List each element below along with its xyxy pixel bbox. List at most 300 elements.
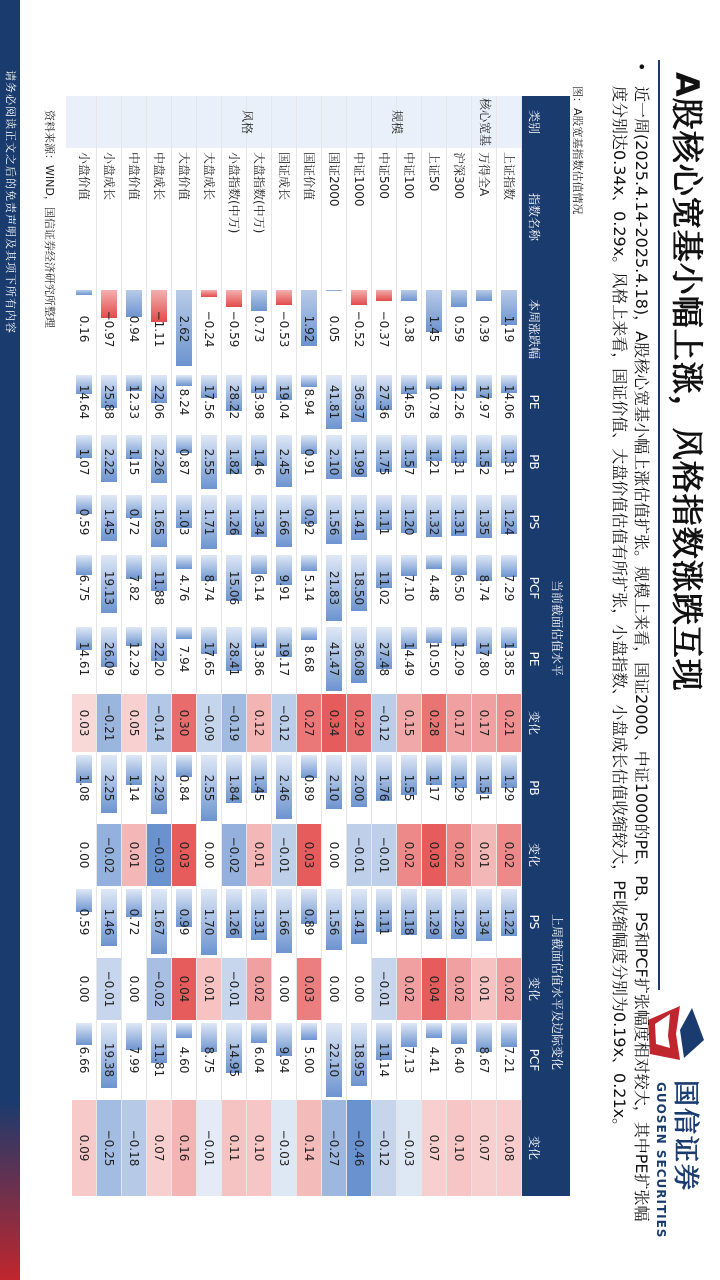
cell-text: 1.31 <box>452 448 466 476</box>
cell-pe <box>372 372 396 432</box>
value-bar <box>501 1023 517 1047</box>
cell-text: 1.19 <box>502 315 516 343</box>
cell-dpb <box>372 824 396 886</box>
cell-dpe <box>397 694 421 752</box>
cell-pb <box>197 432 221 492</box>
cell-text: 14.49 <box>402 641 416 677</box>
cell-lpb <box>397 752 421 824</box>
cell-text: 26.09 <box>102 641 116 677</box>
cell-pcf <box>197 552 221 624</box>
cell-dpb <box>272 824 296 886</box>
cell-lpb <box>447 752 471 824</box>
cell-text: 0.72 <box>127 908 141 936</box>
column-header: 变化 <box>527 1135 541 1160</box>
cell-text: 0.16 <box>77 315 91 343</box>
cell-pe <box>447 372 471 432</box>
cell-text: 1.29 <box>427 908 441 936</box>
cell-text: −0.52 <box>352 310 366 348</box>
logo-text-en: GUOSEN SECURITIES <box>654 1082 668 1239</box>
cell-pe <box>297 372 321 432</box>
value-bar <box>501 555 517 577</box>
cell-text: 14.61 <box>77 641 91 677</box>
change-bar <box>276 290 292 305</box>
cell-dpe <box>372 694 396 752</box>
cell-dpcf <box>122 1100 146 1196</box>
column-header: PS <box>527 514 541 530</box>
cell-dps <box>97 958 121 1020</box>
valuation-table <box>64 96 570 1196</box>
cell-chg <box>472 286 496 372</box>
column-header: 变化 <box>527 842 541 867</box>
cell-text: −0.03 <box>277 1129 291 1167</box>
cell-dpcf <box>247 1100 271 1196</box>
cell-text: 4.41 <box>427 1046 441 1074</box>
cell-dpcf <box>472 1100 496 1196</box>
cell-dps <box>497 958 521 1020</box>
cell-dpcf <box>272 1100 296 1196</box>
cell-text: −0.24 <box>202 310 216 348</box>
cell-lpe <box>247 624 271 694</box>
cell-pb <box>497 432 521 492</box>
cell-lpcf <box>272 1020 296 1100</box>
cell-text: −1.11 <box>152 310 166 348</box>
cell-dpcf <box>147 1100 171 1196</box>
cell-text: 41.81 <box>327 384 341 420</box>
cell-text: 7.10 <box>402 574 416 602</box>
value-bar <box>301 627 317 640</box>
column-header: 指数名称 <box>527 192 541 241</box>
cell-text: 大盘价值 <box>177 152 191 201</box>
cell-dpe <box>172 694 196 752</box>
cell-pcf <box>272 552 296 624</box>
cell-text: 2.55 <box>202 774 216 802</box>
cell-text: 0.08 <box>502 1134 516 1162</box>
cell-text: 1.66 <box>277 908 291 936</box>
cell-text: −0.27 <box>327 1129 341 1167</box>
cell-lps <box>72 886 96 958</box>
cell-name <box>272 148 296 290</box>
cell-text: 1.57 <box>402 448 416 476</box>
cell-text: −0.53 <box>277 310 291 348</box>
cell-dps <box>197 958 221 1020</box>
value-bar <box>426 1023 442 1038</box>
cell-name <box>197 148 221 290</box>
category-label: 规模 <box>390 109 404 134</box>
bullet-dot: • <box>632 62 651 72</box>
cell-dpcf <box>297 1100 321 1196</box>
cell-name <box>97 148 121 290</box>
column-headers <box>522 96 546 1196</box>
cell-text: 1.45 <box>252 774 266 802</box>
cell-text: 13.86 <box>252 641 266 677</box>
cell-pb <box>72 432 96 492</box>
cell-pcf <box>72 552 96 624</box>
cell-lpe <box>372 624 396 694</box>
cell-text: 6.04 <box>252 1046 266 1074</box>
cell-text: 36.08 <box>352 641 366 677</box>
cell-text: 8.75 <box>202 1046 216 1074</box>
cell-text: 0.91 <box>302 448 316 476</box>
cell-text: 1.65 <box>152 508 166 536</box>
cell-lpe <box>322 624 346 694</box>
cell-text: 0.00 <box>327 841 341 869</box>
cell-text: 19.38 <box>102 1042 116 1078</box>
cell-lpcf <box>97 1020 121 1100</box>
cell-ps <box>447 492 471 552</box>
cell-text: 27.36 <box>377 384 391 420</box>
cell-pe <box>222 372 246 432</box>
cell-chg <box>422 286 446 372</box>
cell-pb <box>347 432 371 492</box>
title-divider <box>658 60 660 990</box>
cell-lpb <box>122 752 146 824</box>
cell-text: 8.68 <box>302 645 316 673</box>
cell-lps <box>447 886 471 958</box>
cell-text: 0.10 <box>252 1134 266 1162</box>
value-bar <box>76 555 92 575</box>
cell-chg <box>447 286 471 372</box>
cell-text: 2.29 <box>152 774 166 802</box>
cell-text: 7.29 <box>502 574 516 602</box>
cell-dps <box>347 958 371 1020</box>
cell-name <box>222 148 246 290</box>
cell-lpb <box>72 752 96 824</box>
cell-text: −0.14 <box>152 704 166 742</box>
table-row <box>122 96 147 1196</box>
cell-text: 1.84 <box>227 774 241 802</box>
cell-lps <box>347 886 371 958</box>
cell-pe <box>197 372 221 432</box>
cell-text: 0.17 <box>452 709 466 737</box>
cell-dps <box>447 958 471 1020</box>
cell-text: 中盘成长 <box>152 152 166 201</box>
cell-lpe <box>147 624 171 694</box>
cell-pb <box>272 432 296 492</box>
change-bar <box>476 290 492 301</box>
cell-chg <box>297 286 321 372</box>
cell-dpcf <box>97 1100 121 1196</box>
cell-pe <box>322 372 346 432</box>
cell-lpb <box>197 752 221 824</box>
cell-pb <box>122 432 146 492</box>
cell-dps <box>372 958 396 1020</box>
cell-text: 1.92 <box>302 315 316 343</box>
cell-text: 0.00 <box>77 975 91 1003</box>
cell-text: 0.02 <box>402 975 416 1003</box>
cell-text: 11.81 <box>152 1042 166 1078</box>
cell-lps <box>247 886 271 958</box>
cell-lps <box>322 886 346 958</box>
cell-dpe <box>497 694 521 752</box>
cell-dpe <box>347 694 371 752</box>
cell-text: 0.01 <box>477 975 491 1003</box>
column-header: 变化 <box>527 976 541 1001</box>
cell-lpcf <box>197 1020 221 1100</box>
cell-pb <box>247 432 271 492</box>
cell-lps <box>272 886 296 958</box>
value-bar <box>126 1023 142 1050</box>
table-row <box>272 96 297 1196</box>
cell-name <box>347 148 371 290</box>
cell-pcf <box>372 552 396 624</box>
cell-lpe <box>472 624 496 694</box>
cell-dpb <box>497 824 521 886</box>
cell-lpe <box>347 624 371 694</box>
cell-text: 18.50 <box>352 570 366 606</box>
cell-ps <box>97 492 121 552</box>
cell-text: −0.18 <box>127 1129 141 1167</box>
cell-text: 1.55 <box>402 774 416 802</box>
cell-pb <box>97 432 121 492</box>
cell-pcf <box>447 552 471 624</box>
cell-text: 0.00 <box>127 975 141 1003</box>
table-row <box>397 96 422 1196</box>
cell-text: 1.26 <box>227 508 241 536</box>
cell-ps <box>297 492 321 552</box>
cell-lpe <box>422 624 446 694</box>
cell-pe <box>97 372 121 432</box>
cell-text: 6.40 <box>452 1046 466 1074</box>
cell-text: 0.73 <box>252 315 266 343</box>
value-bar <box>451 555 467 575</box>
cell-name <box>497 148 521 290</box>
cell-text: 0.04 <box>177 975 191 1003</box>
value-bar <box>251 1023 267 1043</box>
cell-text: 1.51 <box>477 774 491 802</box>
cell-text: −0.01 <box>227 970 241 1008</box>
cell-pcf <box>97 552 121 624</box>
cell-text: 2.46 <box>277 774 291 802</box>
cell-text: 0.00 <box>77 841 91 869</box>
cell-text: 21.83 <box>327 570 341 606</box>
table-row <box>497 96 522 1196</box>
table-row <box>247 96 272 1196</box>
cell-text: 1.71 <box>202 508 216 536</box>
cell-dpb <box>397 824 421 886</box>
cell-text: −0.12 <box>277 704 291 742</box>
cell-text: 12.09 <box>452 641 466 677</box>
value-bar <box>301 375 317 387</box>
cell-chg <box>222 286 246 372</box>
cell-lpcf <box>147 1020 171 1100</box>
cell-text: 1.20 <box>402 508 416 536</box>
cell-name <box>297 148 321 290</box>
cell-text: −0.12 <box>377 1129 391 1167</box>
cell-pe <box>172 372 196 432</box>
cell-text: 19.17 <box>277 641 291 677</box>
cell-dpb <box>322 824 346 886</box>
cell-text: 1.03 <box>177 508 191 536</box>
column-header: PE <box>527 394 541 410</box>
cell-text: 5.14 <box>302 574 316 602</box>
cell-name <box>122 148 146 290</box>
cell-text: 0.02 <box>502 975 516 1003</box>
cell-text: 28.22 <box>227 384 241 420</box>
cell-text: 1.29 <box>502 774 516 802</box>
cell-text: 小盘指数(中万) <box>227 152 241 234</box>
cell-text: 0.16 <box>177 1134 191 1162</box>
cell-name <box>147 148 171 290</box>
cell-text: 27.48 <box>377 641 391 677</box>
cell-chg <box>122 286 146 372</box>
cell-text: 0.12 <box>252 709 266 737</box>
cell-text: 0.05 <box>327 315 341 343</box>
header-group-change: 上周截面估值水平及边际变化 <box>550 913 564 1070</box>
cell-text: 0.00 <box>327 975 341 1003</box>
cell-dpcf <box>372 1100 396 1196</box>
table-row <box>72 96 97 1196</box>
cell-text: −0.03 <box>152 836 166 874</box>
cell-text: 0.02 <box>452 841 466 869</box>
cell-text: 8.67 <box>477 1046 491 1074</box>
cell-text: 2.10 <box>327 774 341 802</box>
column-header: PS <box>527 914 541 930</box>
cell-text: −0.01 <box>102 970 116 1008</box>
cell-text: 1.29 <box>452 908 466 936</box>
table-row <box>97 96 122 1196</box>
cell-chg <box>72 286 96 372</box>
change-bar <box>401 290 417 301</box>
cell-name <box>372 148 396 290</box>
cell-text: 12.26 <box>452 384 466 420</box>
cell-lpcf <box>347 1020 371 1100</box>
cell-text: 1.22 <box>502 908 516 936</box>
cell-dpb <box>422 824 446 886</box>
cell-text: 8.74 <box>477 574 491 602</box>
cell-dpcf <box>322 1100 346 1196</box>
cell-text: 1.14 <box>127 774 141 802</box>
cell-text: 1.17 <box>427 774 441 802</box>
column-header: 变化 <box>527 710 541 735</box>
cell-lpb <box>472 752 496 824</box>
table-row <box>472 96 497 1196</box>
cell-text: 0.01 <box>202 975 216 1003</box>
cell-lpcf <box>397 1020 421 1100</box>
cell-text: 1.56 <box>327 908 341 936</box>
cell-lps <box>197 886 221 958</box>
cell-text: 14.65 <box>402 384 416 420</box>
cell-text: 1.75 <box>377 448 391 476</box>
cell-text: 大盘指数(中万) <box>252 152 266 234</box>
cell-text: 上证指数 <box>502 152 516 201</box>
cell-text: 0.10 <box>452 1134 466 1162</box>
cell-text: 1.46 <box>102 908 116 936</box>
cell-dpb <box>347 824 371 886</box>
cell-pe <box>397 372 421 432</box>
cell-text: 9.94 <box>277 1046 291 1074</box>
cell-dpcf <box>172 1100 196 1196</box>
cell-pcf <box>397 552 421 624</box>
cell-lpb <box>322 752 346 824</box>
cell-text: 国证价值 <box>302 152 316 201</box>
table-row <box>422 96 447 1196</box>
cell-ps <box>397 492 421 552</box>
cell-text: 0.59 <box>77 908 91 936</box>
cell-name <box>472 148 496 290</box>
cell-pcf <box>347 552 371 624</box>
cell-lpe <box>197 624 221 694</box>
cell-text: 7.94 <box>177 645 191 673</box>
value-bar <box>401 555 417 576</box>
change-bar <box>451 290 467 307</box>
value-bar <box>251 555 267 574</box>
cell-name <box>172 148 196 290</box>
cell-dps <box>247 958 271 1020</box>
cell-text: 0.21 <box>502 709 516 737</box>
table-row <box>197 96 222 1196</box>
cell-text: −0.01 <box>377 836 391 874</box>
cell-pb <box>397 432 421 492</box>
slide-title: A股核心宽基小幅上涨，风格指数涨跌互现 <box>668 72 706 692</box>
table-row <box>147 96 172 1196</box>
cell-text: 国证2000 <box>327 152 341 207</box>
category-label: 核心宽基 <box>478 97 492 146</box>
cell-text: 2.25 <box>102 774 116 802</box>
cell-text: 0.14 <box>302 1134 316 1162</box>
cell-lps <box>97 886 121 958</box>
cell-text: 1.24 <box>502 508 516 536</box>
cell-text: 大盘成长 <box>202 152 216 201</box>
cell-lpe <box>447 624 471 694</box>
cell-lpcf <box>472 1020 496 1100</box>
cell-text: 1.67 <box>152 908 166 936</box>
cell-lpcf <box>447 1020 471 1100</box>
cell-pcf <box>147 552 171 624</box>
cell-lpcf <box>372 1020 396 1100</box>
cell-text: 1.52 <box>477 448 491 476</box>
cell-ps <box>472 492 496 552</box>
cell-text: 0.03 <box>427 841 441 869</box>
cell-text: 万得全A <box>477 152 491 197</box>
cell-text: −0.01 <box>202 1129 216 1167</box>
cell-text: 0.04 <box>427 975 441 1003</box>
footer-accent <box>0 1100 20 1280</box>
change-bar <box>126 290 142 317</box>
cell-text: 1.31 <box>502 448 516 476</box>
cell-text: 0.07 <box>427 1134 441 1162</box>
cell-lps <box>397 886 421 958</box>
cell-dpcf <box>72 1100 96 1196</box>
cell-pe <box>122 372 146 432</box>
cell-text: 0.29 <box>352 709 366 737</box>
cell-pcf <box>172 552 196 624</box>
cell-text: 1.31 <box>452 508 466 536</box>
cell-lps <box>422 886 446 958</box>
cell-text: 1.31 <box>252 908 266 936</box>
cell-pe <box>247 372 271 432</box>
cell-text: 0.11 <box>227 1134 241 1162</box>
cell-pe <box>72 372 96 432</box>
cell-dpcf <box>222 1100 246 1196</box>
cell-dpe <box>122 694 146 752</box>
cell-text: 7.13 <box>402 1046 416 1074</box>
cell-text: 中证100 <box>402 152 416 199</box>
cell-pb <box>447 432 471 492</box>
cell-text: −0.02 <box>102 836 116 874</box>
cell-text: 6.14 <box>252 574 266 602</box>
cell-lps <box>472 886 496 958</box>
cell-text: 1.41 <box>352 508 366 536</box>
change-bar <box>76 290 92 295</box>
cell-chg <box>97 286 121 372</box>
cell-text: 6.75 <box>77 574 91 602</box>
cell-text: 14.95 <box>227 1042 241 1078</box>
footer-bar <box>0 0 20 1280</box>
cell-chg <box>247 286 271 372</box>
cell-text: −0.02 <box>227 836 241 874</box>
table-row <box>347 96 372 1196</box>
cell-dpe <box>72 694 96 752</box>
